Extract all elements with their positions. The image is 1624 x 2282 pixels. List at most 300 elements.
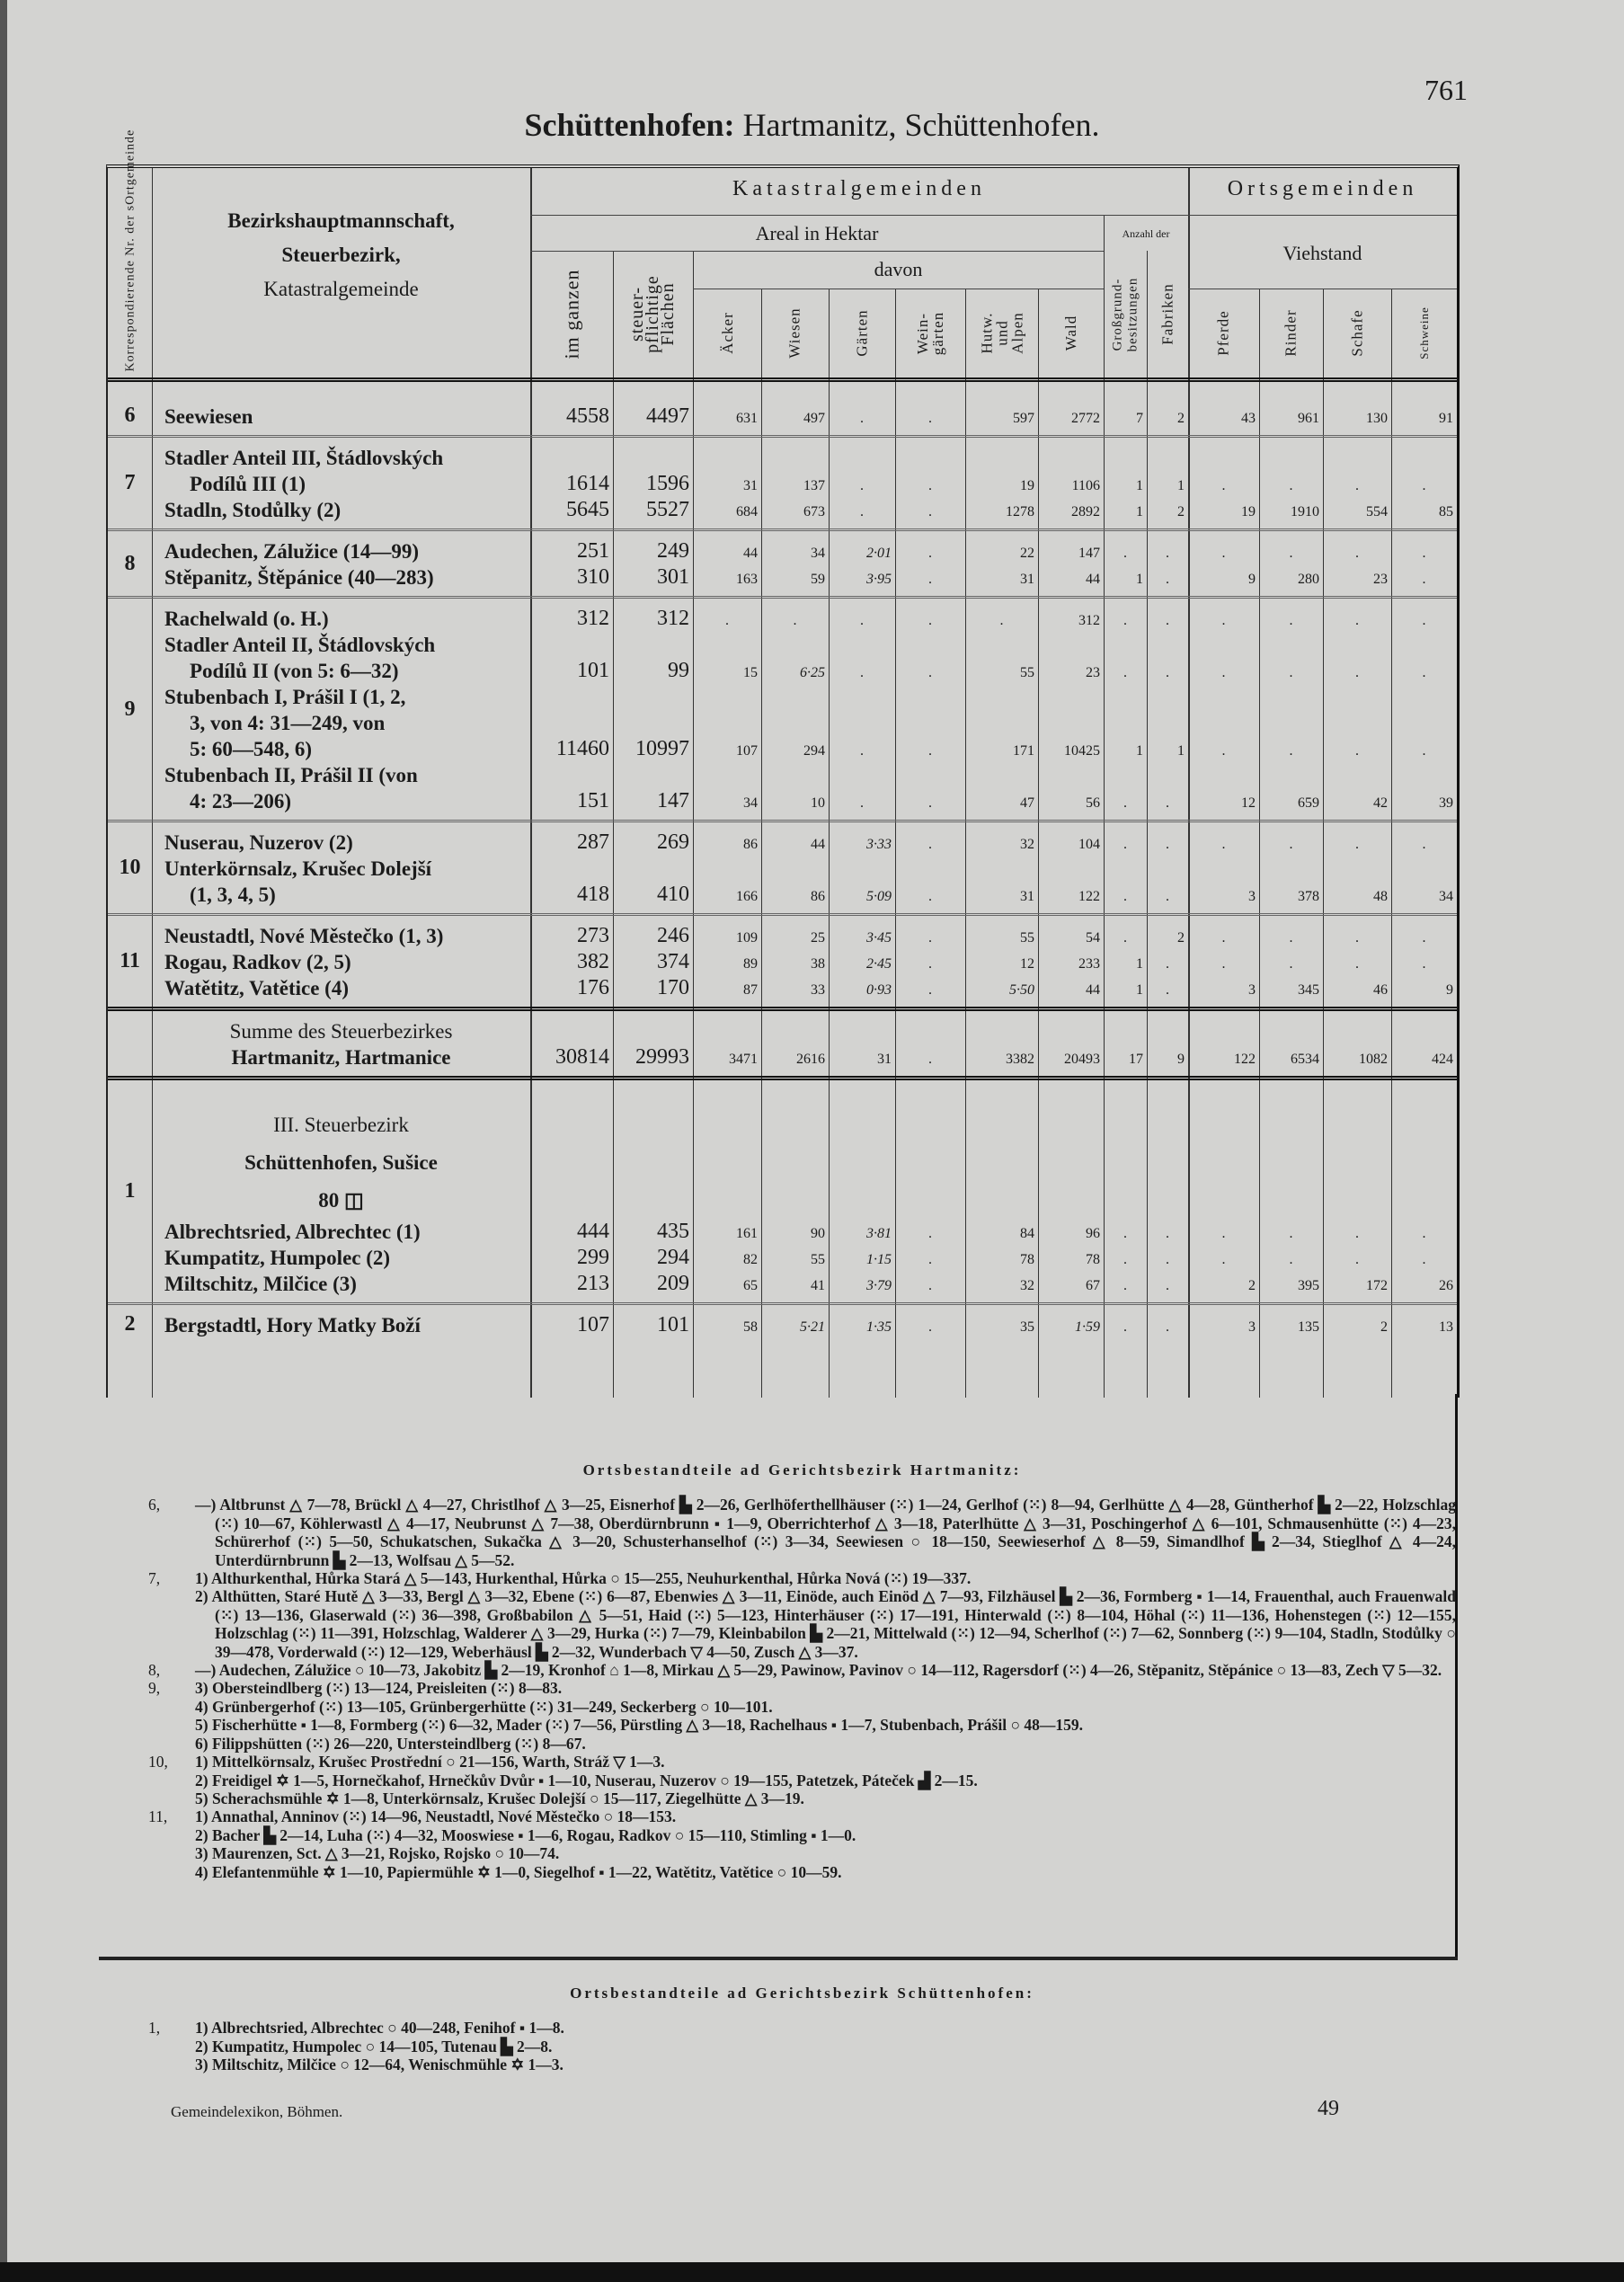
cell-rinder: 135 <box>1298 1319 1319 1335</box>
header-ortsgemeinden: Ortsgemeinden <box>1227 177 1418 200</box>
footnote-item: 1) Mittelkörnsalz, Krušec Prostřední ○ 21—156, Warth, Stráž ▽ 1—3. <box>195 1753 665 1771</box>
cell-steuerpflichtige: 170 <box>657 976 689 999</box>
cell-hutweiden: 19 <box>1020 478 1034 493</box>
cell-schafe: 42 <box>1373 795 1388 811</box>
footnote-item: 3) Obersteindlberg (⁙) 13—124, Preisleiten (⁙) 8—83. <box>195 1679 563 1698</box>
footnote-list <box>148 2019 1456 2073</box>
cell-hutweiden: 171 <box>1013 743 1034 759</box>
header-davon: davon <box>874 258 923 280</box>
cell-schweine: 13 <box>1439 1319 1453 1335</box>
table-row <box>152 1219 1457 1245</box>
row-lines <box>152 396 1457 435</box>
cell-schweine: . <box>1422 837 1426 852</box>
cell-hutweiden: 5·50 <box>1009 982 1034 998</box>
cell-gaerten: . <box>860 665 864 680</box>
table-row <box>152 632 1457 658</box>
header-steuerpflichtige: steuer-pflichtige Flächen <box>627 275 678 353</box>
cell-schafe: 172 <box>1366 1278 1388 1293</box>
page-title <box>0 106 1624 144</box>
table-row <box>152 445 1457 471</box>
cell-acker: 163 <box>736 572 758 587</box>
cell-grossgrund: . <box>1123 1252 1127 1267</box>
cell-weingaerten: . <box>928 572 932 587</box>
cell-wiesen: 33 <box>811 982 825 998</box>
footnote-item: 2) Kumpatitz, Humpolec ○ 14—105, Tutenau ▙ 2—8. <box>195 2037 553 2056</box>
cell-schafe: 130 <box>1366 411 1388 426</box>
cell-grossgrund: . <box>1123 795 1127 811</box>
cell-fabriken: . <box>1166 546 1169 561</box>
cell-im-ganzen: 312 <box>577 607 609 630</box>
cell-im-ganzen: 151 <box>577 789 609 812</box>
cell-acker: 89 <box>743 956 758 972</box>
footnotes-hartmanitz <box>148 1454 1456 1881</box>
footer-sheet-number: 49 <box>1318 2097 1339 2120</box>
cell-wiesen: 497 <box>803 411 825 426</box>
footnote-item: 2) Bacher ▙ 2—14, Luha (⁙) 4—32, Mooswiese ▪ 1—6, Rogau, Radkov ○ 15—110, Stimling ▪ 1—0. <box>195 1825 856 1844</box>
cell-rinder: . <box>1289 1252 1293 1267</box>
place-name: Nuserau, Nuzerov (2) <box>164 831 353 854</box>
cell-steuerpflichtige: 374 <box>657 950 689 973</box>
cell-wald: 54 <box>1086 930 1100 946</box>
header-bottom-rule <box>108 377 1457 382</box>
table-row <box>152 606 1457 632</box>
cell-gaerten: 2·45 <box>866 956 892 972</box>
row-lines <box>152 438 1457 528</box>
cell-acker: 58 <box>743 1319 758 1335</box>
cell-pferde: 3 <box>1248 982 1256 998</box>
cell-gaerten: 3·81 <box>866 1226 892 1241</box>
cell-grossgrund: 17 <box>1129 1052 1143 1067</box>
header-nr: Korrespondierende Nr. der sOrtgemeinde <box>123 129 137 372</box>
table-row <box>152 471 1457 497</box>
cell-fabriken: . <box>1166 1226 1169 1241</box>
cell-hutweiden: 32 <box>1020 1278 1034 1293</box>
cell-gaerten: 31 <box>877 1052 892 1067</box>
cell-steuerpflichtige: 99 <box>668 659 689 682</box>
header-acker: Äcker <box>718 312 736 354</box>
cell-wiesen: 55 <box>811 1252 825 1267</box>
cell-rinder: . <box>1289 665 1293 680</box>
row-number: 10 <box>119 856 141 879</box>
cell-wald: 23 <box>1086 665 1100 680</box>
cell-weingaerten: . <box>928 743 932 759</box>
cell-gaerten: . <box>860 743 864 759</box>
table-row <box>152 788 1457 814</box>
cell-schafe: . <box>1355 1226 1359 1241</box>
cell-wald: 104 <box>1078 837 1100 852</box>
cell-schafe: 554 <box>1366 504 1388 519</box>
cell-grossgrund: 1 <box>1136 572 1143 587</box>
cell-hutweiden: 55 <box>1020 930 1034 946</box>
cell-gaerten: . <box>860 478 864 493</box>
cell-schweine: 39 <box>1439 795 1453 811</box>
title-subdistricts: Hartmanitz, Schüttenhofen. <box>734 107 1100 143</box>
cell-acker: 82 <box>743 1252 758 1267</box>
cell-wald: 122 <box>1078 889 1100 904</box>
cell-pferde: 9 <box>1248 572 1256 587</box>
place-name: Neustadtl, Nové Městečko (1, 3) <box>164 925 444 947</box>
cell-weingaerten: . <box>928 504 932 519</box>
cell-grossgrund: . <box>1123 930 1127 946</box>
cell-fabriken: . <box>1166 795 1169 811</box>
scan-edge <box>0 0 7 2282</box>
cell-rinder: . <box>1289 546 1293 561</box>
cell-acker: 86 <box>743 837 758 852</box>
table-row <box>152 830 1457 856</box>
title-district: Schüttenhofen: <box>524 107 735 143</box>
place-name: (1, 3, 4, 5) <box>190 883 276 906</box>
cell-grossgrund: . <box>1123 889 1127 904</box>
cell-im-ganzen: 273 <box>577 924 609 947</box>
place-name: Podílů III (1) <box>190 473 306 495</box>
cell-schafe: . <box>1355 546 1359 561</box>
cell-rinder: . <box>1289 956 1293 972</box>
cell-rinder: . <box>1289 930 1293 946</box>
cell-weingaerten: . <box>928 1278 932 1293</box>
cell-schafe: 48 <box>1373 889 1388 904</box>
cell-weingaerten: . <box>928 613 932 628</box>
table-row-group <box>108 1011 1457 1080</box>
header-rinder: Rinder <box>1282 309 1300 357</box>
cell-schweine: . <box>1422 743 1426 759</box>
cell-im-ganzen: 251 <box>577 539 609 563</box>
cell-hutweiden: 78 <box>1020 1252 1034 1267</box>
cell-schafe: . <box>1355 1252 1359 1267</box>
cell-schweine: 91 <box>1439 411 1453 426</box>
place-name: 5: 60—548, 6) <box>190 738 313 760</box>
cell-hutweiden: 47 <box>1020 795 1034 811</box>
table-row <box>152 564 1457 590</box>
statistics-table <box>106 129 1460 1398</box>
footnote-item: 4) Grünbergerhof (⁙) 13—105, Grünbergerhütte (⁙) 31—249, Seckerberg ○ 10—101. <box>195 1697 773 1716</box>
cell-rinder: 6534 <box>1291 1052 1319 1067</box>
cell-pferde: 43 <box>1241 411 1256 426</box>
cell-rinder: 961 <box>1298 411 1319 426</box>
cell-im-ganzen: 444 <box>577 1220 609 1243</box>
table-row <box>152 1312 1457 1338</box>
row-number: 7 <box>124 471 136 494</box>
cell-wald: 44 <box>1086 572 1100 587</box>
cell-rinder: . <box>1289 478 1293 493</box>
cell-fabriken: . <box>1166 613 1169 628</box>
footnotes-title: Ortsbestandteile ad Gerichtsbezirk Hartmanitz: <box>582 1461 1022 1478</box>
cell-schweine: . <box>1422 1252 1426 1267</box>
cell-rinder: 659 <box>1298 795 1319 811</box>
cell-acker: 34 <box>743 795 758 811</box>
table-row <box>152 856 1457 882</box>
cell-fabriken: . <box>1166 837 1169 852</box>
cell-im-ganzen: 1614 <box>566 472 609 495</box>
cell-hutweiden: 31 <box>1020 572 1034 587</box>
cell-weingaerten: . <box>928 1252 932 1267</box>
section-heading: III. Steuerbezirk <box>273 1113 409 1136</box>
cell-schweine: 9 <box>1446 982 1453 998</box>
footnote <box>148 1661 1456 1679</box>
row-lines <box>152 531 1457 596</box>
header-name-line: Katastralgemeinde <box>263 278 419 300</box>
footnote-item: 2) Althütten, Staré Hutě △ 3—33, Bergl △ 3—32, Ebene (⁙) 6—87, Ebenwies △ 3—11, Einöde, auch Einöd △ 7—93, Filzhäusel ▙ 2—36, Formberg ▪ 1—14, Frauenthal, auch Frauenwald (⁙) 13—136, Glaserwald (⁙) 36—398, Großbabilon △ 5—51, Haid (⁙) 5—123, Hinterhäuser (⁙) 17—191, Hinterwald (⁙) 8—104, Höhal (⁙) 11—136, Hohenstegen (⁙) 12—155, Holzschlag (⁙) 11—391, Holzschlag, Walderer △ 3—29, Hurka (⁙) 7—79, Kleinbabilon ▙ 2—21, Mittelwald (⁙) 12—94, Scherlhof (⁙) 7—62, Sonnberg (⁙) 9—104, Stadln, Stodůlky ○ 39—478, Vorderwald (⁙) 12—129, Weberhäusl ▙ 2—32, Wunderbach ▽ 4—50, Zusch △ 3—37. <box>195 1587 1456 1661</box>
footnote <box>148 1569 1456 1661</box>
cell-schweine: . <box>1422 1226 1426 1241</box>
header-weingaerten: Wein-gärten <box>914 311 946 355</box>
cell-pferde: . <box>1221 1252 1226 1267</box>
cell-grossgrund: 1 <box>1136 982 1143 998</box>
cell-acker: 631 <box>736 411 758 426</box>
footnote-item: 3) Miltschitz, Milčice ○ 12—64, Wenischmühle ✡ 1—3. <box>195 2056 564 2074</box>
cell-im-ganzen: 5645 <box>566 498 609 521</box>
section-rule <box>99 1957 1458 1960</box>
cell-schweine: 424 <box>1432 1052 1453 1067</box>
cell-wald: 1106 <box>1071 478 1100 493</box>
section-heading-line <box>152 1143 1457 1181</box>
header-rule <box>1188 215 1457 216</box>
cell-hutweiden: 22 <box>1020 546 1034 561</box>
cell-weingaerten: . <box>928 1226 932 1241</box>
footnote-number: 11, <box>148 1807 168 1826</box>
table-row <box>152 762 1457 788</box>
section-heading-line <box>152 1105 1457 1143</box>
cell-wald: 2772 <box>1071 411 1100 426</box>
cell-wiesen: . <box>793 613 797 628</box>
footnote-number: 1, <box>148 2019 161 2038</box>
cell-gaerten: 2·01 <box>866 546 892 561</box>
cell-wiesen: 294 <box>803 743 825 759</box>
cell-steuerpflichtige: 4497 <box>646 404 689 428</box>
place-name: Podílů II (von 5: 6—32) <box>190 660 399 682</box>
cell-weingaerten: . <box>928 478 932 493</box>
cell-wiesen: 34 <box>811 546 825 561</box>
cell-steuerpflichtige: 435 <box>657 1220 689 1243</box>
cell-schweine: . <box>1422 478 1426 493</box>
row-lines <box>152 1080 1457 1302</box>
table-row <box>152 1018 1457 1044</box>
cell-pferde: 19 <box>1241 504 1256 519</box>
cell-steuerpflichtige: 1596 <box>646 472 689 495</box>
cell-pferde: . <box>1221 613 1226 628</box>
cell-pferde: . <box>1221 478 1226 493</box>
cell-weingaerten: . <box>928 930 932 946</box>
header-fabriken: Fabriken <box>1158 283 1176 345</box>
table-row-group <box>108 916 1457 1011</box>
cell-schafe: . <box>1355 743 1359 759</box>
table-row <box>152 1271 1457 1297</box>
row-number: 11 <box>120 949 140 972</box>
cell-wald: 233 <box>1078 956 1100 972</box>
cell-wiesen: 59 <box>811 572 825 587</box>
cell-grossgrund: . <box>1123 613 1127 628</box>
header-schweine: Schweine <box>1416 306 1431 360</box>
table-row <box>152 882 1457 908</box>
place-name: 4: 23—206) <box>190 790 292 812</box>
cell-wald: 147 <box>1078 546 1100 561</box>
cell-acker: 31 <box>743 478 758 493</box>
cell-acker: . <box>725 613 729 628</box>
header-viehstand: Viehstand <box>1282 242 1362 264</box>
cell-schafe: . <box>1355 837 1359 852</box>
place-name: Stubenbach I, Prášil I (1, 2, <box>164 686 406 708</box>
cell-fabriken: 2 <box>1177 930 1185 946</box>
cell-grossgrund: . <box>1123 837 1127 852</box>
table-body <box>108 384 1457 1344</box>
cell-acker: 44 <box>743 546 758 561</box>
cell-pferde: 3 <box>1248 1319 1256 1335</box>
cell-weingaerten: . <box>928 982 932 998</box>
footnote-items <box>195 1679 1456 1753</box>
footnote-item: 3) Maurenzen, Sct. △ 3—21, Rojsko, Rojsko ○ 10—74. <box>195 1844 560 1863</box>
footnotes-title: Ortsbestandteile ad Gerichtsbezirk Schüttenhofen: <box>570 1985 1034 2002</box>
section-heading: 80 ◫ <box>318 1188 364 1212</box>
place-name: Stadln, Stodůlky (2) <box>164 499 342 521</box>
cell-schafe: 1082 <box>1359 1052 1388 1067</box>
table-row <box>152 975 1457 1001</box>
footnote-item: 2) Freidigel ✡ 1—5, Hornečkahof, Hrnečkův Dvůr ▪ 1—10, Nuserau, Nuzerov ○ 19—155, Patetzek, Páteček ▟ 2—15. <box>195 1771 978 1789</box>
cell-wiesen: 41 <box>811 1278 825 1293</box>
cell-gaerten: 0·93 <box>866 982 892 998</box>
cell-rinder: . <box>1289 1226 1293 1241</box>
cell-fabriken: . <box>1166 956 1169 972</box>
header-hutweiden: Hutw. und Alpen <box>978 312 1025 354</box>
section-heading-line <box>152 1181 1457 1219</box>
cell-steuerpflichtige: 312 <box>657 607 689 630</box>
footnote-number: 9, <box>148 1679 161 1698</box>
cell-fabriken: 1 <box>1177 478 1185 493</box>
place-name: Seewiesen <box>164 405 253 428</box>
cell-gaerten: 3·95 <box>866 572 892 587</box>
cell-grossgrund: 1 <box>1136 743 1143 759</box>
cell-wald: 2892 <box>1071 504 1100 519</box>
footnote-number: 10, <box>148 1753 168 1771</box>
row-number: 6 <box>124 404 136 427</box>
table-row <box>152 658 1457 684</box>
cell-hutweiden: 35 <box>1020 1319 1034 1335</box>
cell-gaerten: 5·09 <box>866 889 892 904</box>
cell-steuerpflichtige: 209 <box>657 1272 689 1295</box>
cell-schafe: . <box>1355 956 1359 972</box>
cell-hutweiden: 3382 <box>1006 1052 1034 1067</box>
header-name-line: Bezirkshauptmannschaft, <box>227 209 455 232</box>
footnote <box>148 2019 1456 2073</box>
cell-acker: 109 <box>736 930 758 946</box>
place-name: Watětitz, Vatětice (4) <box>164 977 350 999</box>
cell-weingaerten: . <box>928 665 932 680</box>
cell-acker: 161 <box>736 1226 758 1241</box>
cell-wald: 56 <box>1086 795 1100 811</box>
cell-wiesen: 2616 <box>796 1052 825 1067</box>
cell-schweine: . <box>1422 546 1426 561</box>
table-row <box>152 710 1457 736</box>
place-name: Hartmanitz, Hartmanice <box>231 1046 451 1069</box>
table-row <box>152 404 1457 430</box>
cell-wiesen: 5·21 <box>800 1319 825 1335</box>
header-im-ganzen: im ganzen <box>560 269 583 360</box>
cell-schweine: 85 <box>1439 504 1453 519</box>
cell-schweine: . <box>1422 665 1426 680</box>
cell-pferde: . <box>1221 743 1226 759</box>
cell-wald: 78 <box>1086 1252 1100 1267</box>
footnote-list <box>148 1496 1456 1881</box>
header-wald: Wald <box>1061 315 1079 351</box>
cell-wald: 67 <box>1086 1278 1100 1293</box>
footnote-item: 6) Filippshütten (⁙) 26—220, Untersteindlberg (⁙) 8—67. <box>195 1734 586 1753</box>
scan-edge <box>0 2262 1624 2282</box>
cell-im-ganzen: 107 <box>577 1313 609 1336</box>
footnote-number: 6, <box>148 1496 161 1514</box>
header-name-line: Steuerbezirk, <box>281 244 401 266</box>
place-name: 3, von 4: 31—249, von <box>190 712 386 734</box>
cell-fabriken: 2 <box>1177 504 1185 519</box>
table-row <box>152 538 1457 564</box>
cell-gaerten: . <box>860 613 864 628</box>
cell-im-ganzen: 382 <box>577 950 609 973</box>
footnote-items <box>195 2019 1456 2073</box>
cell-wiesen: 38 <box>811 956 825 972</box>
cell-wald: 20493 <box>1064 1052 1100 1067</box>
cell-rinder: 280 <box>1298 572 1319 587</box>
cell-gaerten: . <box>860 504 864 519</box>
footnote <box>148 1679 1456 1753</box>
section-heading: Schüttenhofen, Sušice <box>244 1150 438 1174</box>
cell-schafe: . <box>1355 613 1359 628</box>
cell-im-ganzen: 101 <box>577 659 609 682</box>
cell-gaerten: . <box>860 411 864 426</box>
cell-im-ganzen: 287 <box>577 830 609 854</box>
footnote-item: —) Audechen, Zálužice ○ 10—73, Jakobitz ▙ 2—19, Kronhof ⌂ 1—8, Mirkau △ 5—29, Pawinow, Pavinov ○ 14—112, Ragersdorf (⁙) 4—26, Stěpanitz, Stěpánice ○ 13—83, Zech ▽ 5—32. <box>195 1661 1442 1680</box>
cell-wiesen: 10 <box>811 795 825 811</box>
header-katastralgemeinden: Katastralgemeinden <box>732 177 986 200</box>
footnote-item: 5) Scherachsmühle ✡ 1—8, Unterkörnsalz, Krušec Dolejší ○ 15—117, Ziegelhütte △ 3—19. <box>195 1789 804 1807</box>
place-name: Kumpatitz, Humpolec (2) <box>164 1247 391 1269</box>
cell-gaerten: 1·35 <box>866 1319 892 1335</box>
cell-grossgrund: . <box>1123 665 1127 680</box>
cell-fabriken: . <box>1166 665 1169 680</box>
cell-pferde: 3 <box>1248 889 1256 904</box>
cell-fabriken: . <box>1166 982 1169 998</box>
cell-wald: 44 <box>1086 982 1100 998</box>
cell-hutweiden: 597 <box>1013 411 1034 426</box>
cell-wiesen: 86 <box>811 889 825 904</box>
cell-acker: 166 <box>736 889 758 904</box>
cell-gaerten: . <box>860 795 864 811</box>
cell-fabriken: . <box>1166 1278 1169 1293</box>
cell-acker: 3471 <box>729 1052 758 1067</box>
table-row-group <box>108 822 1457 916</box>
footnote <box>148 1496 1456 1569</box>
cell-weingaerten: . <box>928 1319 932 1335</box>
table-row-group <box>108 531 1457 599</box>
row-lines <box>152 916 1457 1007</box>
footnote-item: 1) Althurkenthal, Hůrka Stará △ 5—143, Hurkenthal, Hůrka ○ 15—255, Neuhurkenthal, Hůrka Nová (⁙) 19—337. <box>195 1569 972 1588</box>
cell-hutweiden: . <box>999 613 1004 628</box>
cell-grossgrund: . <box>1123 1319 1127 1335</box>
place-name: Stubenbach II, Prášil II (von <box>164 764 418 786</box>
cell-im-ganzen: 176 <box>577 976 609 999</box>
cell-pferde: . <box>1221 837 1226 852</box>
row-lines <box>152 599 1457 820</box>
cell-im-ganzen: 299 <box>577 1246 609 1269</box>
cell-grossgrund: 7 <box>1136 411 1143 426</box>
table-row-group <box>108 599 1457 822</box>
cell-schweine: . <box>1422 956 1426 972</box>
cell-im-ganzen: 310 <box>577 565 609 589</box>
cell-pferde: 12 <box>1241 795 1256 811</box>
cell-acker: 684 <box>736 504 758 519</box>
cell-wald: 312 <box>1078 613 1100 628</box>
cell-hutweiden: 31 <box>1020 889 1034 904</box>
footnote-items <box>195 1807 1456 1881</box>
cell-hutweiden: 84 <box>1020 1226 1034 1241</box>
header-schafe: Schafe <box>1348 309 1366 357</box>
footnote-item: 1) Albrechtsried, Albrechtec ○ 40—248, Fenihof ▪ 1—8. <box>195 2019 564 2038</box>
